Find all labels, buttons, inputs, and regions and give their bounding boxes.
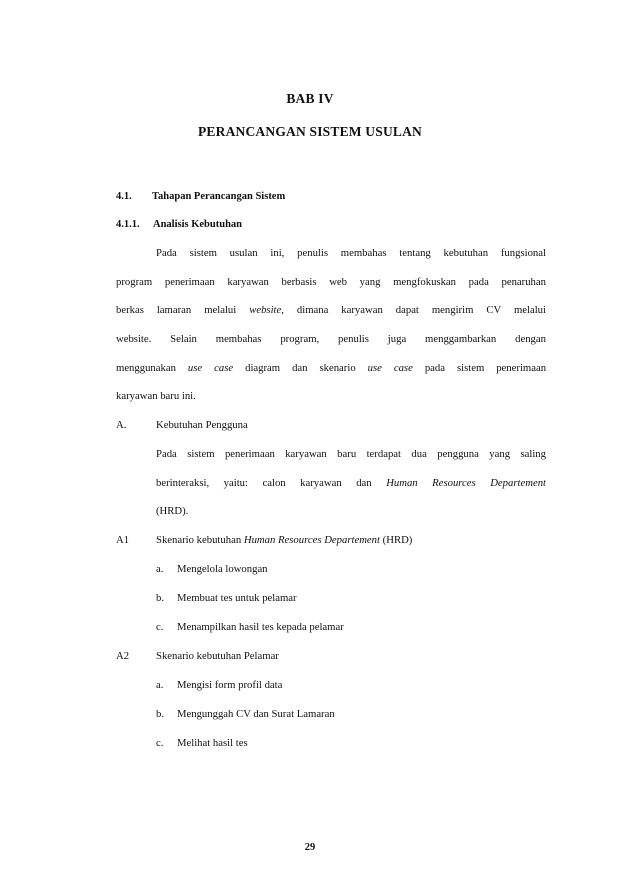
sub-list-marker: a. xyxy=(156,563,164,575)
paragraph-line: Pada sistem penerimaan karyawan baru terdapat dua pengguna yang saling xyxy=(156,448,546,460)
paragraph-text: berkas lamaran melalui xyxy=(116,304,237,316)
list-marker: A. xyxy=(116,419,127,431)
list-heading: Skenario kebutuhan Pelamar xyxy=(156,650,279,662)
list-heading xyxy=(156,534,412,546)
sub-list-marker: c. xyxy=(156,621,164,633)
paragraph-line: (HRD). xyxy=(156,505,189,517)
list-item: Mengelola lowongan xyxy=(177,563,268,575)
paragraph-text: diagram dan skenario xyxy=(245,362,356,374)
list-heading: Kebutuhan Pengguna xyxy=(156,419,248,431)
paragraph-italic-term: website xyxy=(249,304,282,316)
list-marker: A1 xyxy=(116,534,130,546)
sub-list-marker: c. xyxy=(156,737,164,749)
subsection-number: 4.1.1. xyxy=(116,219,140,230)
paragraph-text: , dimana karyawan dapat mengirim CV melalui xyxy=(281,304,546,316)
subsection-title: Analisis Kebutuhan xyxy=(153,219,242,230)
paragraph-line: website. Selain membahas program, penulis juga menggambarkan dengan xyxy=(116,333,546,345)
paragraph-text: pada sistem penerimaan xyxy=(424,362,546,374)
page-number: 29 xyxy=(304,842,316,853)
list-item: Membuat tes untuk pelamar xyxy=(177,592,297,604)
chapter-label: BAB IV xyxy=(286,91,334,106)
paragraph-line: program penerimaan karyawan berbasis web yang mengfokuskan pada penaruhan xyxy=(116,276,546,288)
sub-list-marker: b. xyxy=(156,592,165,604)
sub-list-marker: a. xyxy=(156,679,164,691)
heading-italic-term: Human Resources Departement xyxy=(243,534,380,546)
paragraph-italic-term: use case xyxy=(187,362,234,374)
paragraph-italic-term: Human Resources Departement xyxy=(386,477,546,489)
heading-text: Skenario kebutuhan xyxy=(156,534,242,546)
paragraph-text: berinteraksi, yaitu: calon karyawan dan xyxy=(156,477,372,489)
sub-list-marker: b. xyxy=(156,708,165,720)
section-title: Tahapan Perancangan Sistem xyxy=(152,191,286,202)
paragraph-line xyxy=(116,304,546,318)
paragraph-line xyxy=(116,362,546,376)
paragraph-line: Pada sistem usulan ini, penulis membahas tentang kebutuhan fungsional xyxy=(156,247,546,259)
section-number: 4.1. xyxy=(116,191,132,202)
list-marker: A2 xyxy=(116,650,130,662)
paragraph-line xyxy=(156,477,546,491)
list-item: Mengisi form profil data xyxy=(177,679,283,691)
heading-text: (HRD) xyxy=(382,534,413,546)
list-item: Melihat hasil tes xyxy=(177,737,248,749)
paragraph-italic-term: use case xyxy=(367,362,413,374)
chapter-title: PERANCANGAN SISTEM USULAN xyxy=(197,124,423,139)
list-item: Mengunggah CV dan Surat Lamaran xyxy=(177,708,335,720)
paragraph-text: menggunakan xyxy=(116,362,176,374)
paragraph-line: karyawan baru ini. xyxy=(116,390,196,402)
list-item: Menampilkan hasil tes kepada pelamar xyxy=(177,621,344,633)
